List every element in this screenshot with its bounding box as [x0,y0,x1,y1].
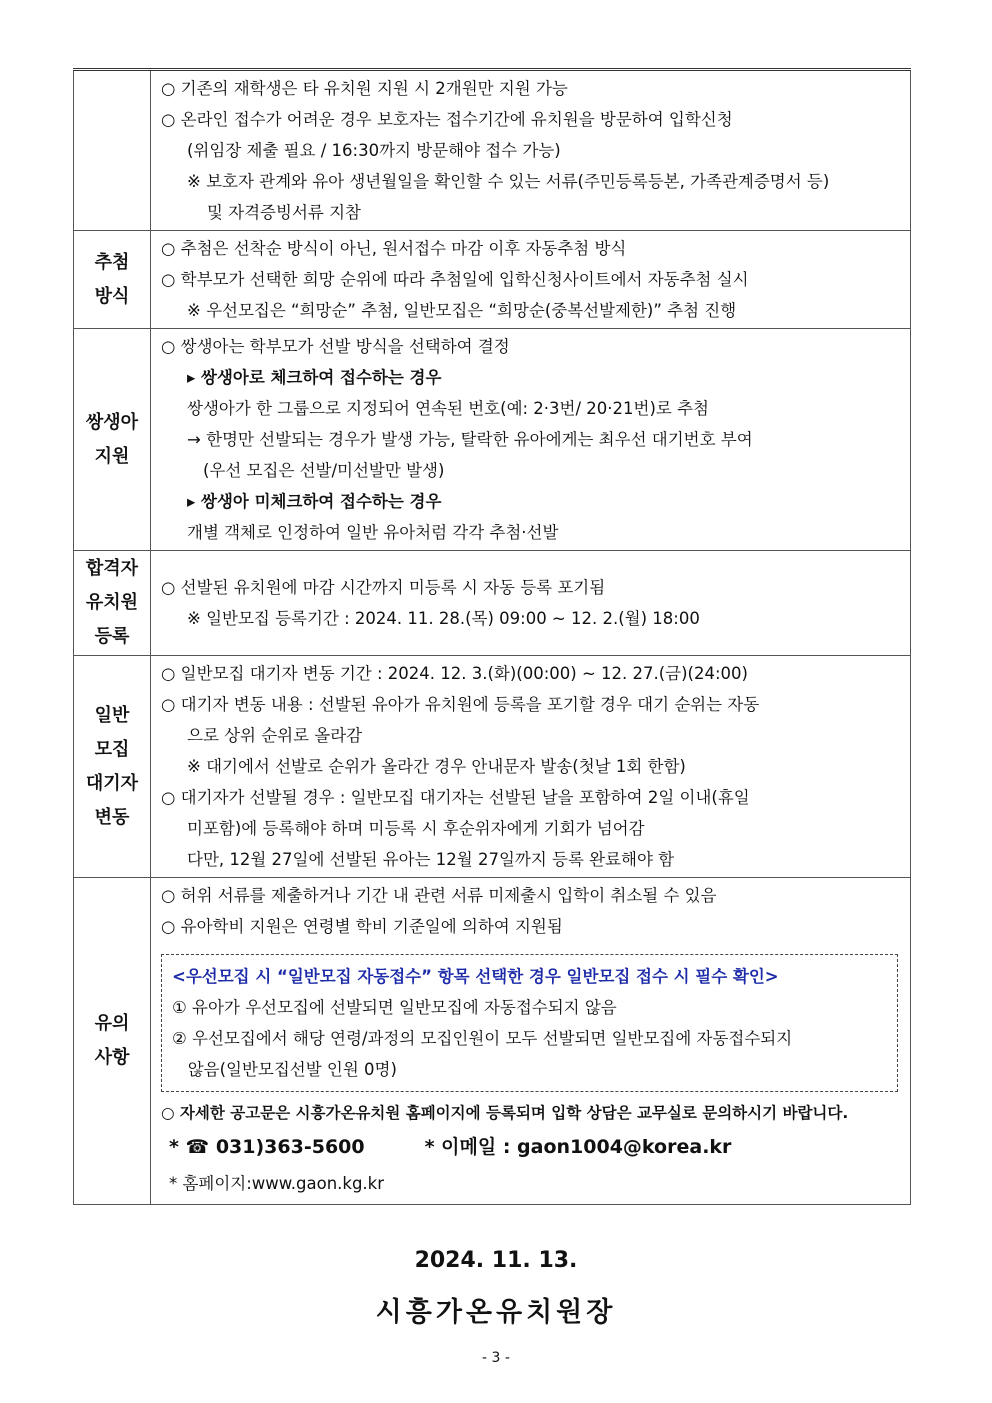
section-row [74,70,911,231]
content-line: 미포함)에 등록해야 하며 미등록 시 후순위자에게 기회가 넘어감 [187,819,645,838]
section-content [151,656,911,878]
content-line: 쌍생아가 한 그룹으로 지정되어 연속된 번호(예: 2·3번/ 20·21번)로 추첨 [187,399,709,418]
notes-content [151,878,911,1205]
section-row [74,551,911,656]
section-content [151,329,911,551]
section-row [74,231,911,329]
page-number: - 3 - [482,1350,510,1366]
notes-row [74,878,911,1205]
section-row [74,656,911,878]
content-line: 으로 상위 순위로 올라감 [187,726,363,745]
section-content [151,551,911,656]
content-line: → 한명만 선발되는 경우가 발생 가능, 탈락한 유아에게는 최우선 대기번호 부여 [187,430,753,449]
section-row [74,329,911,551]
callout-title: <우선모집 시 “일반모집 자동접수” 항목 선택한 경우 일반모집 접수 시 필수 확인> [172,967,779,986]
content-line: ○ 일반모집 대기자 변동 기간 : 2024. 12. 3.(화)(00:00) ~ 12. 27.(금)(24:00) [161,664,748,683]
contact-note: ○ 자세한 공고문은 시흥가온유치원 홈페이지에 등록되며 입학 상담은 교무실로 문의하시기 바랍니다. [161,1104,849,1122]
row-label: 쌍생아 지원 [74,329,151,551]
content-line: ○ 대기자가 선발될 경우 : 일반모집 대기자는 선발된 날을 포함하여 2일 이내(휴일 [161,788,750,807]
row-label: 합격자 유치원 등록 [74,551,151,656]
content-line: ▸ 쌍생아 미체크하여 접수하는 경우 [187,492,442,511]
callout-line: ① 유아가 우선모집에 선발되면 일반모집에 자동접수되지 않음 [172,998,617,1017]
section-content [151,231,911,329]
email-address[interactable]: * 이메일 : gaon1004@korea.kr [424,1136,732,1158]
content-line: ※ 보호자 관계와 유아 생년월일을 확인할 수 있는 서류(주민등록등본, 가족관계증명서 등) [187,172,830,191]
content-line: (우선 모집은 선발/미선발만 발생) [203,461,445,480]
content-line: ○ 대기자 변동 내용 : 선발된 유아가 유치원에 등록을 포기할 경우 대기 순위는 자동 [161,695,760,714]
contact-row [161,1129,902,1166]
issuer-name: 시흥가온유치원장 [375,1297,617,1328]
content-line: ※ 우선모집은 “희망순” 추첨, 일반모집은 “희망순(중복선발제한)” 추첨 진행 [187,301,737,320]
row-label: 유의 사항 [74,878,151,1205]
content-line: ○ 온라인 접수가 어려운 경우 보호자는 접수기간에 유치원을 방문하여 입학신청 [161,110,733,129]
content-line: ○ 선발된 유치원에 마감 시간까지 미등록 시 자동 등록 포기됨 [161,578,606,597]
content-line: 다만, 12월 27일에 선발된 유아는 12월 27일까지 등록 완료해야 함 [187,850,675,869]
callout-line: 않음(일반모집선발 인원 0명) [172,1060,397,1079]
content-line: ○ 학부모가 선택한 희망 순위에 따라 추첨일에 입학신청사이트에서 자동추첨 실시 [161,270,749,289]
content-line: ○ 기존의 재학생은 타 유치원 지원 시 2개원만 지원 가능 [161,79,568,98]
row-label: 일반 모집 대기자 변동 [74,656,151,878]
content-line: (위임장 제출 필요 / 16:30까지 방문해야 접수 가능) [187,141,561,160]
section-content [151,70,911,231]
notes-line: ○ 유아학비 지원은 연령별 학비 기준일에 의하여 지원됨 [161,917,563,936]
notice-table [73,68,911,1205]
row-label: 추첨 방식 [74,231,151,329]
callout-line: ② 우선모집에서 해당 연령/과정의 모집인원이 모두 선발되면 일반모집에 자동접수되지 [172,1029,793,1048]
content-line: 개별 객체로 인정하여 일반 유아처럼 각각 추첨·선발 [187,523,559,542]
phone-number[interactable]: * ☎ 031)363-5600 [169,1136,365,1158]
content-line: 및 자격증빙서류 지참 [207,203,361,222]
homepage-link[interactable]: * 홈페이지:www.gaon.kg.kr [169,1174,385,1193]
callout-box [161,954,898,1092]
row-label [74,70,151,231]
content-line: ※ 일반모집 등록기간 : 2024. 11. 28.(목) 09:00 ~ 12. 2.(월) 18:00 [187,609,700,628]
content-line: ○ 쌍생아는 학부모가 선발 방식을 선택하여 결정 [161,337,510,356]
issue-date: 2024. 11. 13. [414,1248,578,1273]
content-line: ▸ 쌍생아로 체크하여 접수하는 경우 [187,368,442,387]
notes-line: ○ 허위 서류를 제출하거나 기간 내 관련 서류 미제출시 입학이 취소될 수 있음 [161,886,717,905]
content-line: ※ 대기에서 선발로 순위가 올라간 경우 안내문자 발송(첫날 1회 한함) [187,757,686,776]
content-line: ○ 추첨은 선착순 방식이 아닌, 원서접수 마감 이후 자동추첨 방식 [161,239,627,258]
